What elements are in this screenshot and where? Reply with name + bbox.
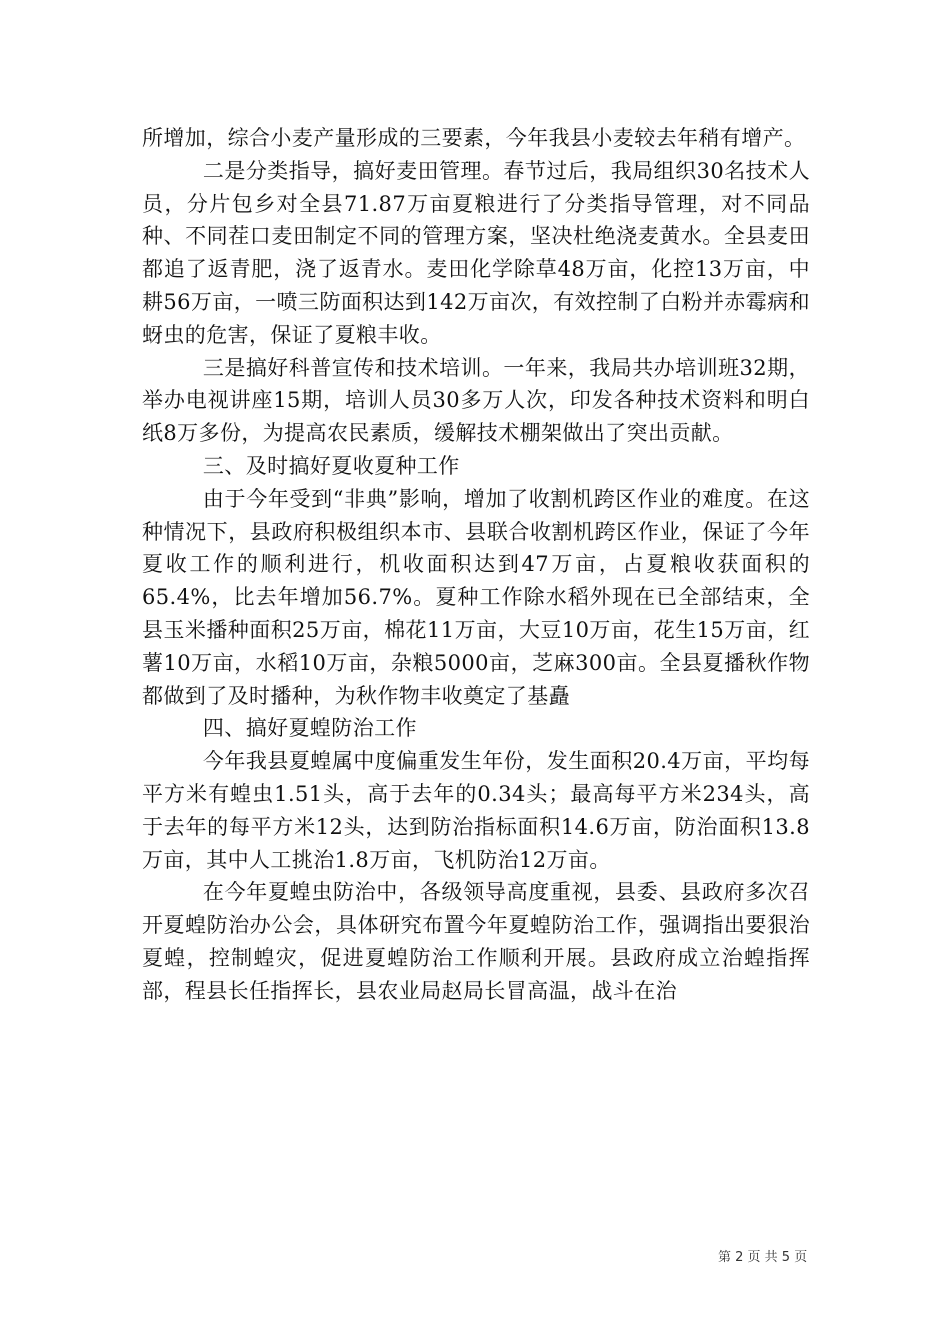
paragraph: 在今年夏蝗虫防治中，各级领导高度重视，县委、县政府多次召开夏蝗防治办公会，具体研究布置今年夏蝗防治工作，强调指出要狠治夏蝗，控制蝗灾，促进夏蝗防治工作顺利开展。县政府成立治蝗指挥部，程县长任指挥长，县农业局赵局长冒高温，战斗在治: [142, 880, 810, 1003]
paragraph: 由于今年受到“非典”影响，增加了收割机跨区作业的难度。在这种情况下，县政府积极组织本市、县联合收割机跨区作业，保证了今年夏收工作的顺利进行，机收面积达到47万亩，占夏粮收获面积的65.4%，比去年增加56.7%。夏种工作除水稻外现在已全部结束，全县玉米播种面积25万亩，棉花11万亩，大豆10万亩，花生15万亩，红薯10万亩，水稻10万亩，杂粮5000亩，芝麻300亩。全县夏播秋作物都做到了及时播种，为秋作物丰收奠定了基矗: [142, 486, 810, 708]
section-heading: 四、搞好夏蝗防治工作: [202, 716, 417, 741]
page-number-footer: 第 2 页 共 5 页: [718, 1250, 808, 1265]
paragraph: 三是搞好科普宣传和技术培训。一年来，我局共办培训班32期，举办电视讲座15期，培训人员30多万人次，印发各种技术资料和明白纸8万多份，为提高农民素质，缓解技术棚架做出了突出贡献。: [142, 355, 810, 446]
paragraph: 二是分类指导，搞好麦田管理。春节过后，我局组织30名技术人员，分片包乡对全县71.87万亩夏粮进行了分类指导管理，对不同品种、不同茬口麦田制定不同的管理方案，坚决杜绝浇麦黄水。全县麦田都追了返青肥，浇了返青水。麦田化学除草48万亩，化控13万亩，中耕56万亩，一喷三防面积达到142万亩次，有效控制了白粉并赤霉病和蚜虫的危害，保证了夏粮丰收。: [142, 158, 811, 347]
paragraph: 所增加，综合小麦产量形成的三要素，今年我县小麦较去年稍有增产。: [142, 126, 806, 150]
paragraph: 今年我县夏蝗属中度偏重发生年份，发生面积20.4万亩，平均每平方米有蝗虫1.51头，高于去年的0.34头；最高每平方米234头，高于去年的每平方米12头，达到防治指标面积14.6万亩，防治面积13.8万亩，其中人工挑治1.8万亩，飞机防治12万亩。: [142, 749, 810, 872]
document-body: [142, 122, 810, 1008]
section-heading: 三、及时搞好夏收夏种工作: [202, 453, 460, 478]
